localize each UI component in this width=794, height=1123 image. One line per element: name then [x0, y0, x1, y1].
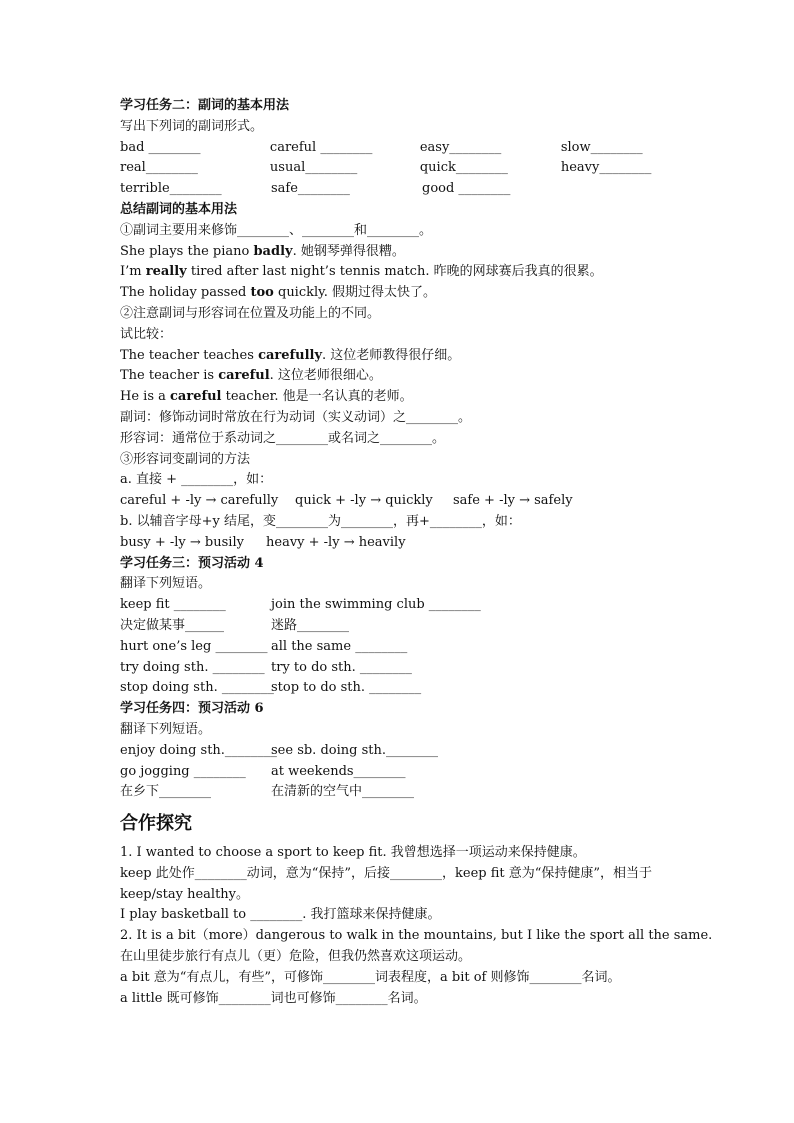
- example-text: . 她钢琴弹得很糟。: [292, 243, 405, 259]
- phrase-left: 决定做某事______: [120, 617, 225, 633]
- example-text: . 这位老师教得很仔细。: [322, 347, 461, 363]
- phrase-row: [120, 595, 680, 616]
- example-text: The teacher teaches: [120, 347, 259, 363]
- coop-line-5: 在山里徒步旅行有点儿（更）危险，但我仍然喜欢这项运动。: [120, 949, 472, 965]
- word-row-1: [120, 138, 680, 159]
- example-text: The holiday passed: [120, 285, 251, 301]
- phrase-left: try doing sth. ________: [120, 659, 265, 675]
- word-terrible: terrible________: [120, 181, 222, 197]
- example-adverb: really: [145, 264, 187, 280]
- task4-heading: 学习任务四：预习活动 6: [120, 701, 264, 717]
- word-real: real________: [120, 160, 198, 176]
- phrase-row: [120, 741, 680, 762]
- word-quick: quick________: [419, 160, 508, 176]
- phrase-right: see sb. doing sth.________: [271, 742, 438, 758]
- phrase-left: go jogging ________: [120, 763, 246, 779]
- example-3: [120, 283, 680, 304]
- conversion-quick: quick + -ly → quickly: [295, 493, 433, 509]
- phrase-right: all the same ________: [271, 638, 408, 654]
- phrase-right: try to do sth. ________: [271, 659, 412, 675]
- conversion-row-b: [120, 533, 680, 554]
- example-text: She plays the piano: [120, 243, 254, 259]
- example-text: The teacher is: [120, 368, 219, 384]
- coop-line-4: 2. It is a bit（more）dangerous to walk in the mountains, but I like the sport all the same.: [120, 928, 713, 944]
- compare-label: 试比较：: [120, 326, 173, 342]
- task2-heading: 学习任务二：副词的基本用法: [120, 98, 290, 113]
- example-adverb: too: [250, 285, 274, 301]
- phrase-row: [120, 658, 680, 679]
- task3-heading: 学习任务三：预习活动 4: [120, 555, 264, 571]
- coop-line-1: 1. I wanted to choose a sport to keep fit. 我曾想选择一项运动来保持健康。: [120, 845, 586, 861]
- conversion-careful: careful + -ly → carefully: [120, 493, 279, 509]
- coop-line-2: keep 此处作________动词，意为“保持”，后接________，keep fit 意为“保持健康”，相当于 keep/stay healthy。: [120, 865, 653, 902]
- word-bad: bad ________: [120, 139, 201, 155]
- phrase-right: at weekends________: [271, 763, 406, 779]
- word-safe: safe________: [271, 181, 350, 197]
- task4-instruction: 翻译下列短语。: [120, 721, 212, 737]
- phrase-row: [120, 762, 680, 783]
- example-6: [120, 387, 680, 408]
- coop-line-6: a bit 意为“有点儿，有些”，可修饰________词表程度，a bit of 则修饰________名词。: [120, 969, 621, 985]
- example-adjective: careful: [218, 368, 270, 384]
- phrase-right: join the swimming club ________: [271, 597, 481, 613]
- example-text: I’m: [120, 264, 146, 280]
- worksheet-page: [120, 96, 713, 1009]
- word-row-3: [120, 179, 680, 200]
- cooperation-heading: 合作探究: [120, 813, 192, 835]
- phrase-left: keep fit ________: [120, 597, 226, 613]
- example-1: [120, 242, 680, 263]
- word-slow: slow________: [560, 139, 643, 155]
- rule-a: a. 直接 + ________，如：: [120, 472, 273, 488]
- point-1: ①副词主要用来修饰________、________和________。: [120, 222, 433, 238]
- coop-line-3: I play basketball to ________. 我打篮球来保持健康。: [120, 907, 441, 923]
- word-careful: careful ________: [269, 139, 373, 155]
- example-adverb: badly: [253, 243, 293, 259]
- phrase-row: [120, 678, 680, 699]
- conversion-busy: busy + -ly → busily: [120, 534, 244, 550]
- example-4: [120, 346, 680, 367]
- example-5: [120, 366, 680, 387]
- phrase-left: stop doing sth. ________: [120, 680, 274, 696]
- coop-line-7: a little 既可修饰________词也可修饰________名词。: [120, 990, 427, 1006]
- conversion-heavy: heavy + -ly → heavily: [266, 534, 406, 550]
- phrase-left: 在乡下________: [120, 784, 212, 800]
- adverb-rule: 副词：修饰动词时常放在行为动词（实义动词）之________。: [120, 409, 472, 425]
- example-text: quickly. 假期过得太快了。: [273, 285, 437, 301]
- example-adjective: careful: [170, 389, 222, 405]
- example-text: teacher. 他是一名认真的老师。: [221, 389, 413, 405]
- example-text: tired after last night’s tennis match. 昨晚的网球赛后我真的很累。: [186, 264, 603, 280]
- phrase-row: [120, 782, 680, 803]
- point-2: ②注意副词与形容词在位置及功能上的不同。: [120, 305, 381, 321]
- word-usual: usual________: [269, 160, 358, 176]
- phrase-row: [120, 637, 680, 658]
- example-adverb: carefully: [258, 347, 322, 363]
- phrase-left: hurt one’s leg ________: [120, 638, 268, 654]
- point-3: ③形容词变副词的方法: [120, 451, 251, 467]
- phrase-right: 在清新的空气中________: [271, 784, 415, 800]
- word-easy: easy________: [419, 139, 502, 155]
- task2-instruction: 写出下列词的副词形式。: [120, 118, 264, 134]
- example-text: He is a: [120, 389, 171, 405]
- phrase-row: [120, 616, 680, 637]
- word-row-2: [120, 158, 680, 179]
- conversion-safe: safe + -ly → safely: [453, 493, 573, 509]
- task3-instruction: 翻译下列短语。: [120, 576, 212, 592]
- phrase-left: enjoy doing sth.________: [120, 742, 277, 758]
- phrase-right: 迷路________: [271, 617, 350, 633]
- example-2: [120, 262, 680, 283]
- word-heavy: heavy________: [560, 160, 652, 176]
- word-good: good ________: [422, 181, 511, 197]
- conversion-row-a: [120, 491, 680, 512]
- rule-b: b. 以辅音字母+y 结尾，变________为________，再+________，如：: [120, 513, 521, 529]
- summary-heading: 总结副词的基本用法: [120, 201, 238, 217]
- example-text: . 这位老师很细心。: [269, 368, 382, 384]
- phrase-right: stop to do sth. ________: [271, 680, 422, 696]
- adjective-rule: 形容词：通常位于系动词之________或名词之________。: [120, 430, 446, 446]
